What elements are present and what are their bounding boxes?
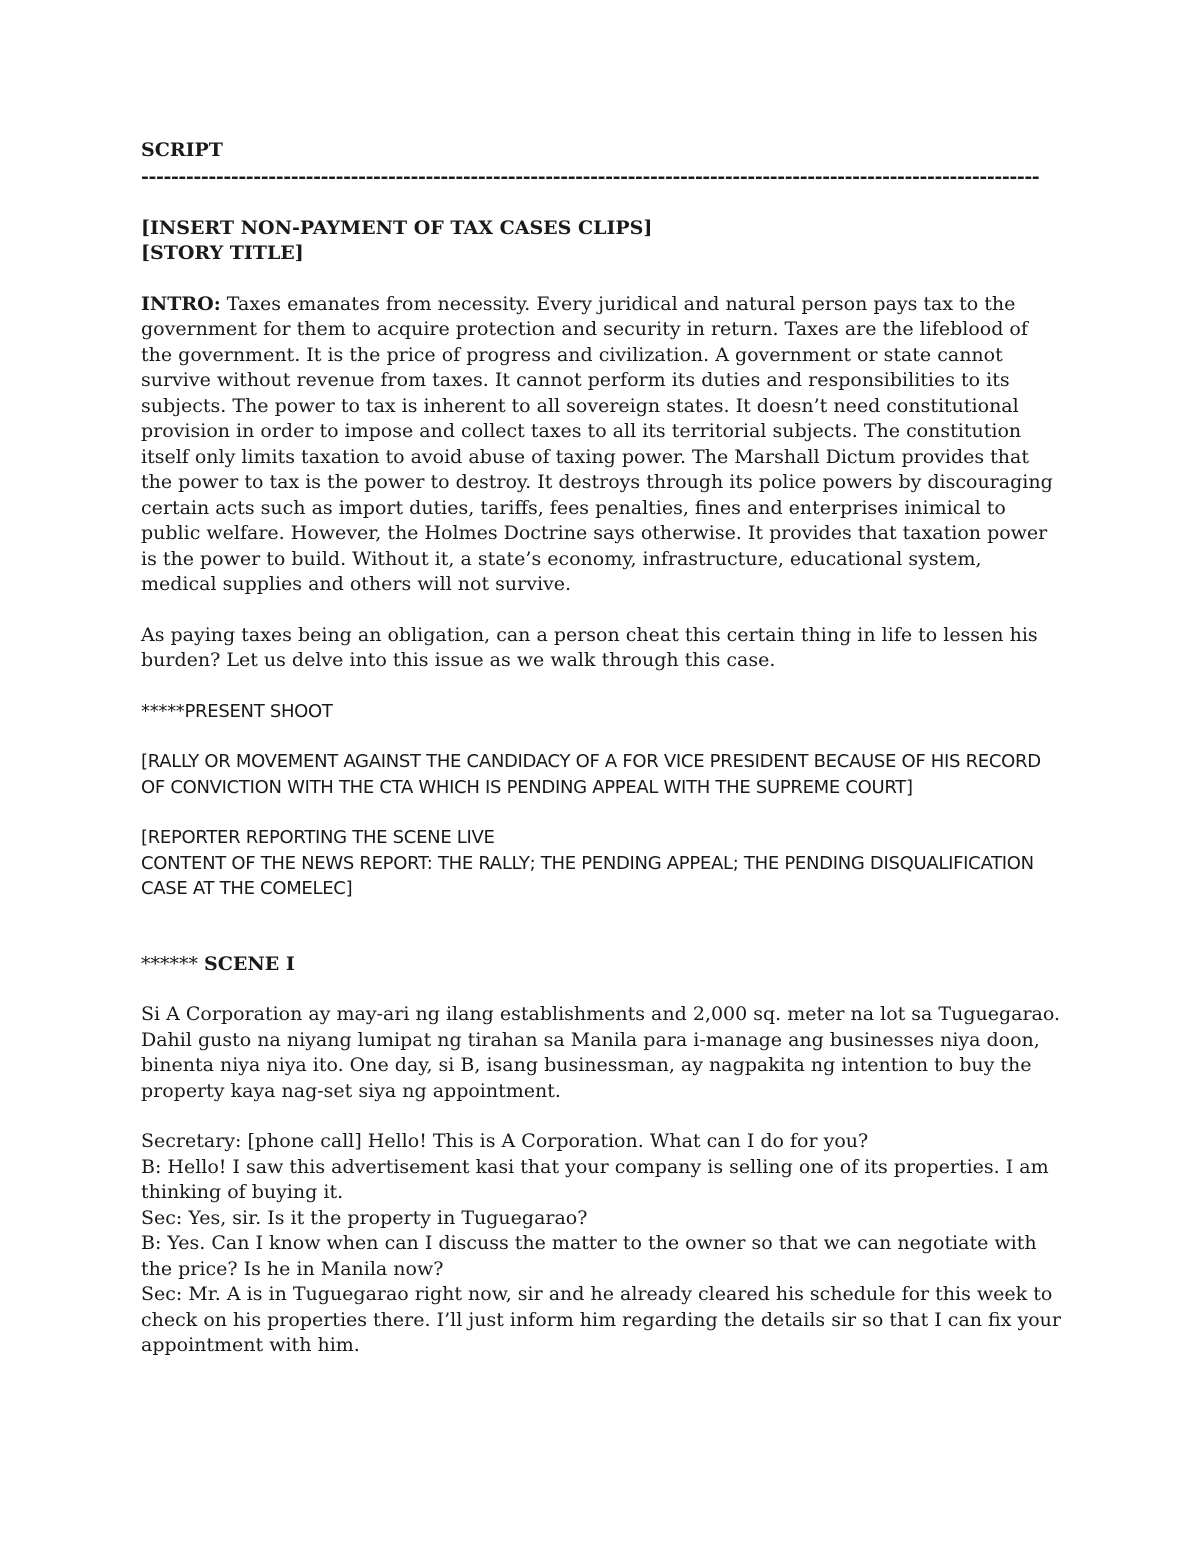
spacer xyxy=(141,1104,1061,1129)
reporter-note-line-2: CONTENT OF THE NEWS REPORT: THE RALLY; THE PENDING APPEAL; THE PENDING DISQUALIFICATION CASE AT THE COMELEC] xyxy=(141,852,1034,899)
spacer xyxy=(141,724,1061,749)
scene-description: Si A Corporation ay may-ari ng ilang establishments and 2,000 sq. meter na lot sa Tuguegarao. Dahil gusto na niyang lumipat ng tirahan sa Manila para i-manage ang businesses niya doon, binenta niya niya ito. One day, si B, isang businessman, ay nagpakita ng intention to buy the property kaya nag-set siya ng appointment. xyxy=(141,1003,1061,1102)
scene-label: SCENE I xyxy=(204,952,295,975)
spacer xyxy=(141,267,1061,292)
present-shoot-note: *****PRESENT SHOOT xyxy=(141,700,333,722)
intro-label: INTRO: xyxy=(141,292,221,315)
scene-stars: ****** xyxy=(141,952,205,975)
story-title-note: [STORY TITLE] xyxy=(141,242,304,264)
spacer xyxy=(141,902,1061,952)
dialogue-line: Sec: Yes, sir. Is it the property in Tuguegarao? xyxy=(141,1206,588,1229)
rally-note: [RALLY OR MOVEMENT AGAINST THE CANDIDACY OF A FOR VICE PRESIDENT BECAUSE OF HIS RECORD OF CONVICTION WITH THE CTA WHICH IS PENDING APPEAL WITH THE SUPREME COURT] xyxy=(141,751,1041,798)
dialogue-line: B: Hello! I saw this advertisement kasi that your company is selling one of its properties. I am thinking of buying it. xyxy=(141,1155,1049,1203)
reporter-note-line-1: [REPORTER REPORTING THE SCENE LIVE xyxy=(141,827,495,848)
dialogue-line: Sec: Mr. A is in Tuguegarao right now, sir and he already cleared his schedule for this week to check on his properties there. I’ll just inform him regarding the details sir so that I can fix your appointment with him. xyxy=(141,1283,1061,1356)
spacer xyxy=(141,674,1061,699)
intro-text: Taxes emanates from necessity. Every juridical and natural person pays tax to the government for them to acquire protection and security in return. Taxes are the lifeblood of the government. It is the price of progress and civilization. A government or state cannot survive without revenue from taxes. It cannot perform its duties and responsibilities to its subjects. The power to tax is inherent to all sovereign states. It doesn’t need constitutional provision in order to impose and collect taxes to all its territorial subjects. The constitution itself only limits taxation to avoid abuse of taxing power. The Marshall Dictum provides that the power to tax is the power to destroy. It destroys through its police powers by discouraging certain acts such as import duties, tariffs, fees penalties, fines and enterprises inimical to public welfare. However, the Holmes Doctrine says otherwise. It provides that taxation power is the power to build. Without it, a state’s economy, infrastructure, educational system, medical supplies and others will not survive. xyxy=(141,292,1053,595)
spacer xyxy=(141,800,1061,825)
scene-heading xyxy=(141,952,1061,978)
spacer xyxy=(141,191,1061,216)
spacer xyxy=(141,598,1061,623)
divider-line: ------------------------------------------------------------------------------------------------------------------------ xyxy=(141,166,1040,188)
document-page xyxy=(141,138,1061,1359)
document-title: SCRIPT xyxy=(141,139,223,161)
insert-clips-note: [INSERT NON-PAYMENT OF TAX CASES CLIPS] xyxy=(141,216,653,239)
question-paragraph: As paying taxes being an obligation, can a person cheat this certain thing in life to lessen his burden? Let us delve into this issue as we walk through this case. xyxy=(141,623,1038,671)
intro-paragraph xyxy=(141,292,1061,598)
dialogue-line: Secretary: [phone call] Hello! This is A Corporation. What can I do for you? xyxy=(141,1130,869,1152)
spacer xyxy=(141,977,1061,1002)
dialogue-line: B: Yes. Can I know when can I discuss the matter to the owner so that we can negotiate with the price? Is he in Manila now? xyxy=(141,1232,1037,1280)
